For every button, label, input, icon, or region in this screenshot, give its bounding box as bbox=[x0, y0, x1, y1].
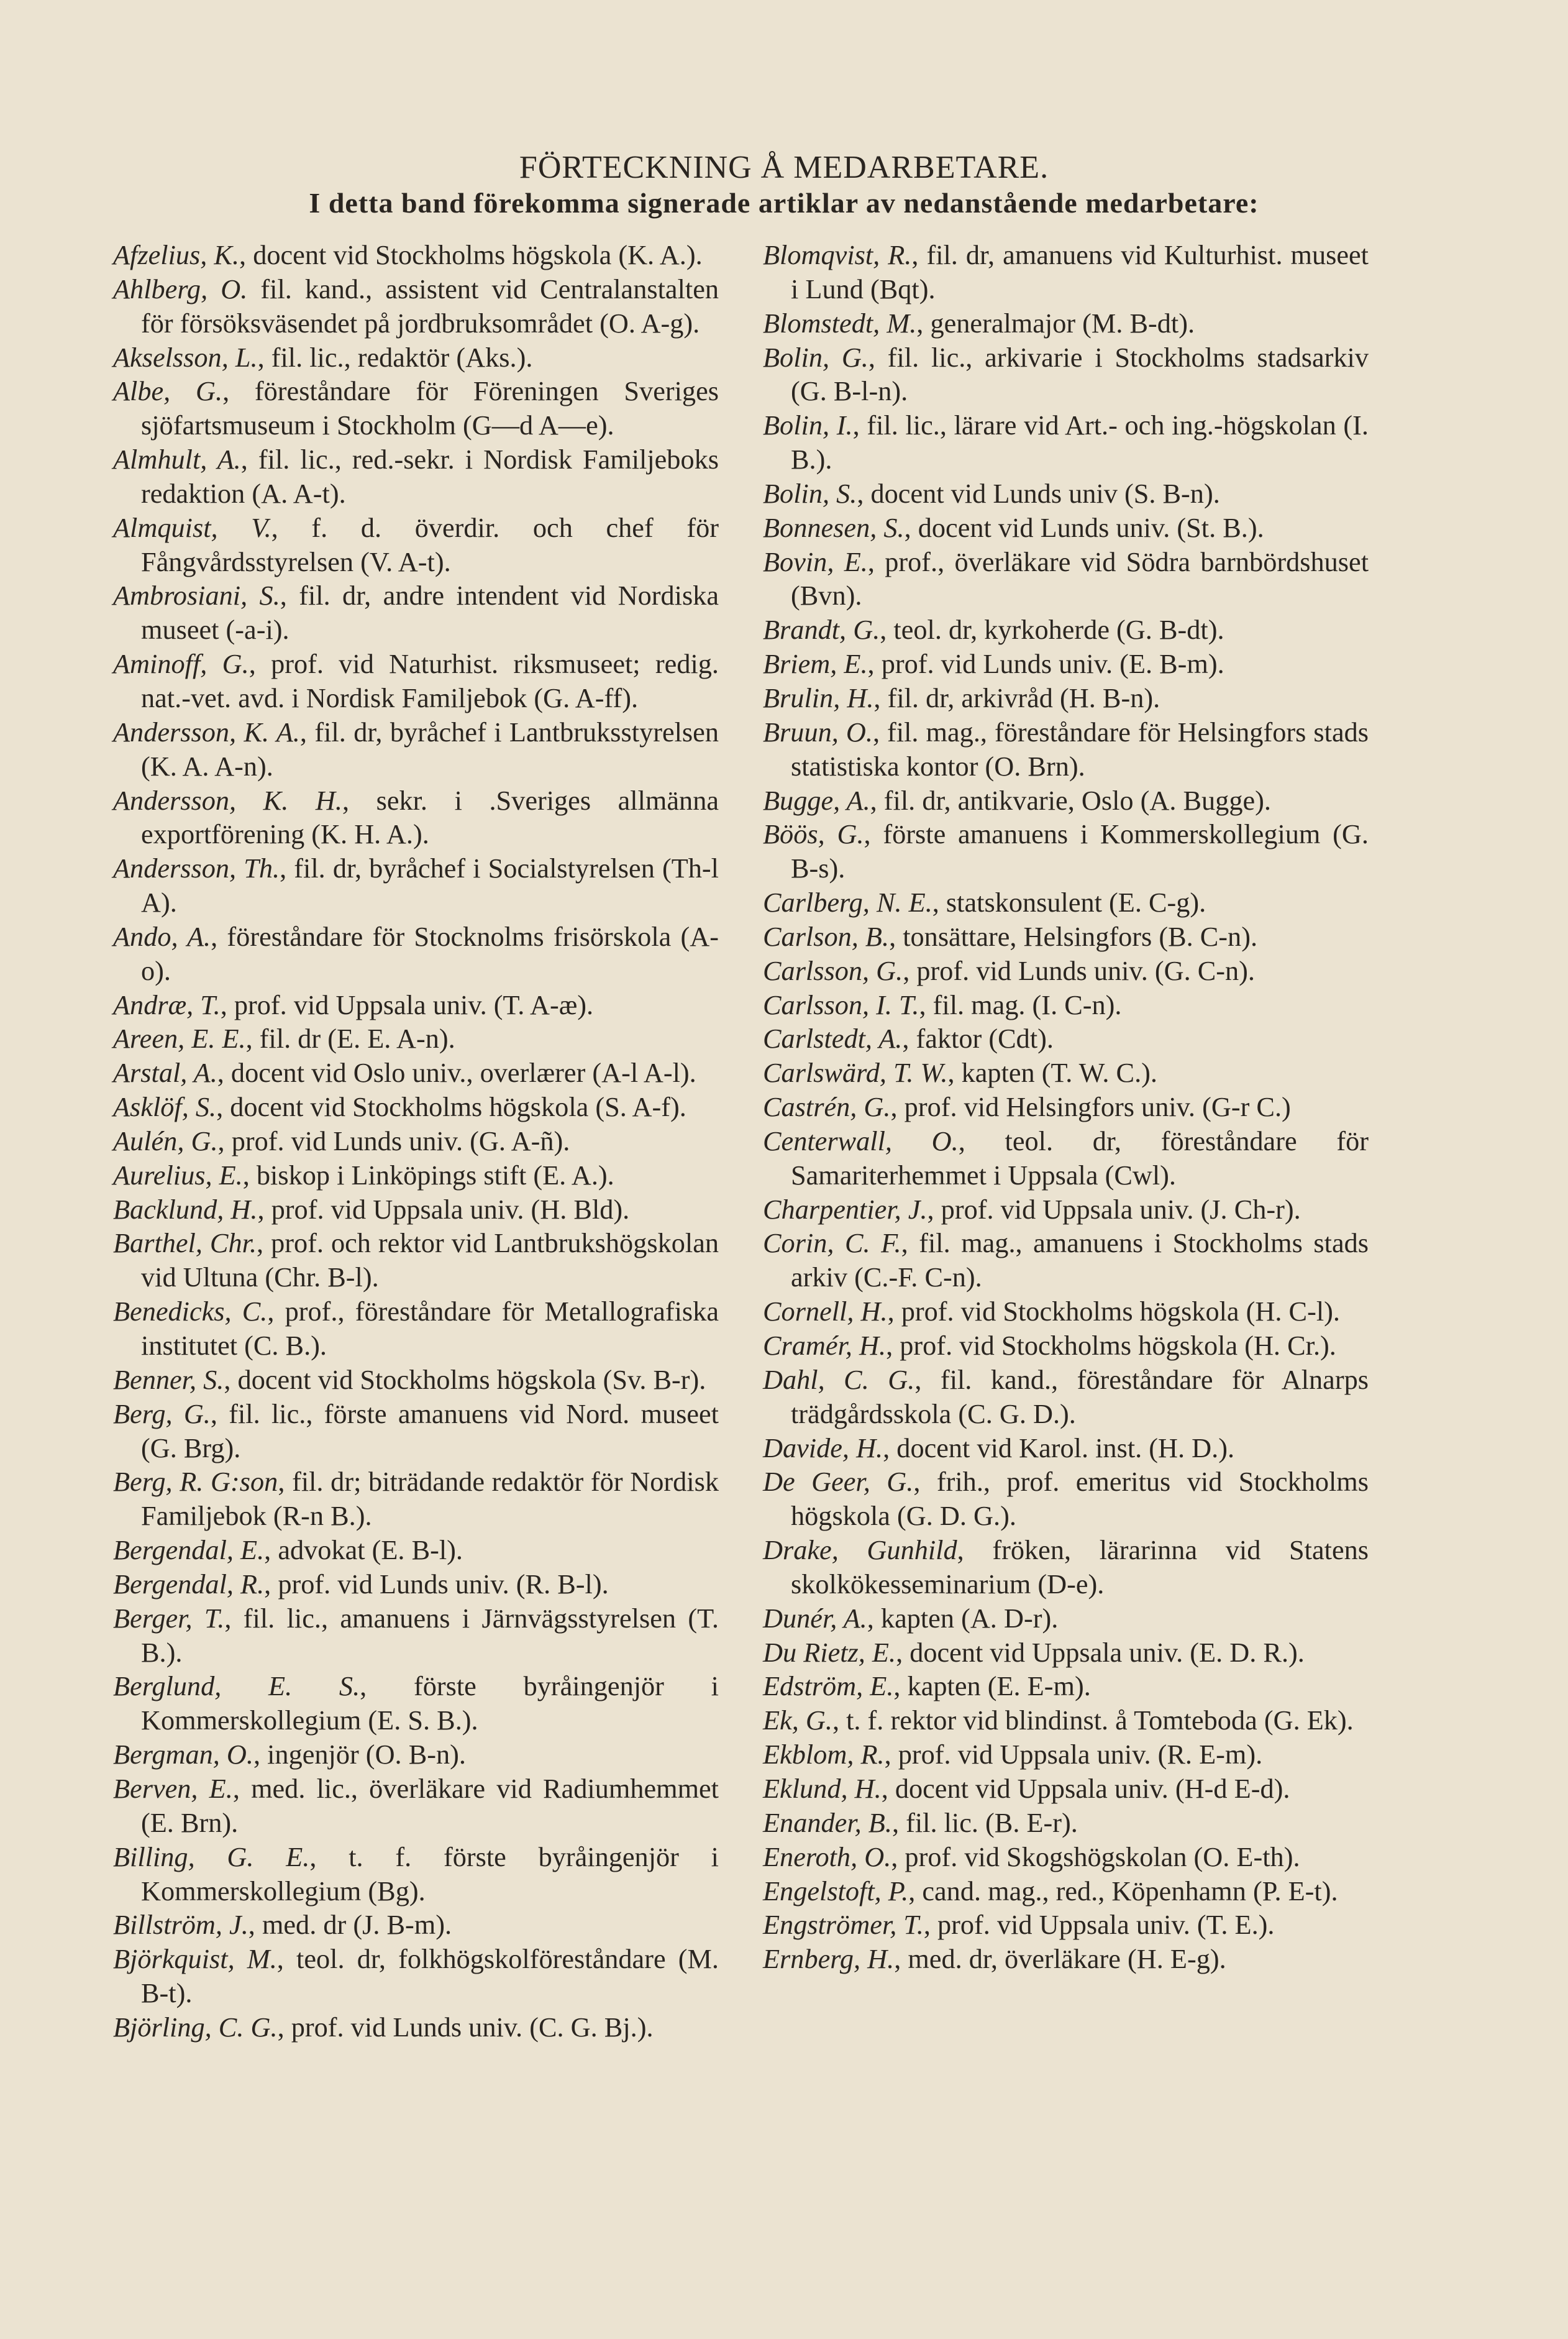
contributor-details: , docent vid Uppsala univ. (E. D. R.). bbox=[896, 1637, 1305, 1668]
contributor-entry bbox=[113, 716, 719, 784]
contributor-entry bbox=[763, 818, 1369, 886]
contributor-details: , prof. vid Stockholms högskola (H. C-l). bbox=[887, 1296, 1340, 1327]
contributor-name: Ek, G. bbox=[763, 1705, 832, 1736]
contributor-details: , fil. kand., föreståndare för Alnarps trädgårdsskola (C. G. D.). bbox=[791, 1364, 1369, 1429]
contributor-name: Bolin, I. bbox=[763, 410, 853, 441]
contributor-details: , docent vid Lunds univ (S. B-n). bbox=[857, 478, 1220, 509]
contributor-details: , prof. vid Lunds univ. (C. G. Bj.). bbox=[277, 2012, 654, 2043]
contributor-entry bbox=[763, 409, 1369, 477]
contributor-name: Ekblom, R. bbox=[763, 1739, 885, 1770]
contributor-entry bbox=[763, 1534, 1369, 1602]
contributor-entry bbox=[763, 239, 1369, 307]
contributor-entry bbox=[763, 1670, 1369, 1704]
contributor-details: , prof. vid Uppsala univ. (J. Ch-r). bbox=[927, 1194, 1301, 1225]
contributor-details: , fil. lic., redaktör (Aks.). bbox=[257, 342, 533, 373]
contributor-details: , sekr. i .Sveriges allmänna exportförening (K. H. A.). bbox=[141, 785, 719, 850]
contributor-details: , fröken, lärarinna vid Statens skolkökesseminarium (D-e). bbox=[791, 1535, 1369, 1600]
contributor-name: Brulin, H. bbox=[763, 682, 874, 713]
contributor-details: , advokat (E. B-l). bbox=[264, 1535, 463, 1566]
contributor-details: , fil. mag., föreståndare för Helsingfors stads statistiska kontor (O. Brn). bbox=[791, 716, 1369, 782]
contributor-entry bbox=[763, 1908, 1369, 1943]
contributor-name: Böös, G. bbox=[763, 819, 864, 850]
contributor-entry bbox=[763, 1295, 1369, 1329]
contributor-entry bbox=[763, 1329, 1369, 1363]
contributor-name: Carlson, B. bbox=[763, 921, 890, 952]
contributor-name: Bergman, O. bbox=[113, 1739, 253, 1770]
contributor-details: , fil. dr, arkivråd (H. B-n). bbox=[873, 682, 1160, 713]
contributor-entry bbox=[763, 1943, 1369, 1977]
contributor-name: Areen, E. E. bbox=[113, 1023, 246, 1055]
page-title: FÖRTECKNING Å MEDARBETARE. bbox=[519, 150, 1049, 185]
contributor-details: , förste amanuens i Kommerskollegium (G. B-s). bbox=[791, 819, 1369, 884]
contributor-details: , med. dr, överläkare (H. E-g). bbox=[894, 1944, 1226, 1975]
contributor-details: , prof. vid Lunds univ. (R. B-l). bbox=[264, 1568, 609, 1600]
contributor-entry bbox=[763, 1841, 1369, 1875]
contributor-name: Blomstedt, M. bbox=[763, 308, 917, 339]
contributor-details: , statskonsulent (E. C-g). bbox=[932, 887, 1206, 918]
contributor-name: Berven, E. bbox=[113, 1773, 233, 1804]
contributor-name: Brandt, G. bbox=[763, 615, 880, 646]
contributor-entry bbox=[113, 239, 719, 273]
contributor-name: Corin, C. F. bbox=[763, 1228, 901, 1259]
contributor-details: , prof. vid Uppsala univ. (H. Bld). bbox=[257, 1194, 630, 1225]
contributor-name: Asklöf, S. bbox=[113, 1092, 217, 1123]
contributor-name: Eklund, H. bbox=[763, 1773, 882, 1804]
contributor-details: , fil. lic., amanuens i Järnvägsstyrelsen (T. B.). bbox=[141, 1603, 719, 1668]
contributor-details: , kapten (T. W. C.). bbox=[947, 1058, 1157, 1089]
contributor-entry bbox=[763, 954, 1369, 989]
contributor-details: , prof. och rektor vid Lantbrukshögskolan vid Ultuna (Chr. B-l). bbox=[141, 1228, 719, 1293]
contributor-entry bbox=[763, 1125, 1369, 1193]
contributor-entry bbox=[763, 341, 1369, 410]
contributor-details: , fil. lic., lärare vid Art.- och ing.-högskolan (I. B.). bbox=[791, 410, 1369, 475]
right-column bbox=[763, 239, 1369, 1977]
contributor-entry bbox=[763, 1806, 1369, 1841]
contributor-entry bbox=[763, 648, 1369, 682]
contributor-details: , prof. vid Stockholms högskola (H. Cr.). bbox=[886, 1330, 1336, 1361]
contributor-entry bbox=[763, 1022, 1369, 1056]
contributor-details: , biskop i Linköpings stift (E. A.). bbox=[242, 1160, 614, 1191]
contributor-entry bbox=[763, 1193, 1369, 1227]
contributor-name: Bonnesen, S. bbox=[763, 512, 905, 543]
contributor-name: Berger, T. bbox=[113, 1603, 225, 1634]
contributor-name: Engströmer, T. bbox=[763, 1910, 924, 1941]
contributor-name: Berg, R. G:son bbox=[113, 1467, 278, 1498]
contributor-name: Benner, S. bbox=[113, 1364, 224, 1395]
contributor-entry bbox=[113, 1602, 719, 1670]
contributor-name: Billström, J. bbox=[113, 1910, 248, 1941]
contributor-entry bbox=[113, 1022, 719, 1056]
contributor-entry bbox=[763, 716, 1369, 784]
contributor-details: , teol. dr, föreståndare för Samariterhemmet i Uppsala (Cwl). bbox=[791, 1125, 1369, 1191]
contributor-details: , docent vid Stockholms högskola (Sv. B-r). bbox=[224, 1364, 706, 1395]
contributor-details: , frih., prof. emeritus vid Stockholms högskola (G. D. G.). bbox=[791, 1467, 1369, 1532]
contributor-entry bbox=[113, 443, 719, 511]
contributor-name: Barthel, Chr. bbox=[113, 1228, 257, 1259]
contributor-details: , föreståndare för Föreningen Sveriges sjöfartsmuseum i Stockholm (G—d A—e). bbox=[141, 376, 719, 441]
contributor-details: , fil. dr, byråchef i Lantbruksstyrelsen (K. A. A-n). bbox=[141, 716, 719, 782]
contributor-name: Du Rietz, E. bbox=[763, 1637, 896, 1668]
contributor-entry bbox=[113, 273, 719, 341]
contributor-name: Davide, H. bbox=[763, 1432, 883, 1463]
contributor-entry bbox=[113, 1738, 719, 1772]
contributor-name: Arstal, A. bbox=[113, 1058, 217, 1089]
contributor-details: , docent vid Uppsala univ. (H-d E-d). bbox=[881, 1773, 1290, 1804]
contributor-name: Bruun, O. bbox=[763, 716, 873, 748]
contributor-entry bbox=[763, 1432, 1369, 1466]
contributor-name: Ambrosiani, S. bbox=[113, 580, 280, 611]
contributor-details: , fil. mag. (I. C-n). bbox=[919, 989, 1122, 1020]
left-column bbox=[113, 239, 719, 2045]
contributor-name: Backlund, H. bbox=[113, 1194, 258, 1225]
contributor-name: Carlstedt, A. bbox=[763, 1023, 903, 1055]
contributor-entry bbox=[113, 1091, 719, 1125]
contributor-details: , docent vid Lunds univ. (St. B.). bbox=[904, 512, 1264, 543]
contributor-entry bbox=[763, 1465, 1369, 1534]
contributor-entry bbox=[763, 613, 1369, 648]
contributor-name: Cramér, H. bbox=[763, 1330, 887, 1361]
contributor-details: , prof. vid Naturhist. riksmuseet; redig. nat.-vet. avd. i Nordisk Familjebok (G. A-ff). bbox=[141, 649, 719, 713]
contributor-name: Afzelius, K. bbox=[113, 240, 240, 270]
contributor-details: , prof. vid Lunds univ. (G. C-n). bbox=[903, 955, 1256, 986]
contributor-entry bbox=[113, 1363, 719, 1398]
contributor-name: Carlswärd, T. W. bbox=[763, 1058, 948, 1089]
contributor-name: Carlsson, I. T. bbox=[763, 989, 919, 1020]
contributor-entry bbox=[113, 1908, 719, 1943]
contributor-details: , t. f. rektor vid blindinst. å Tomteboda (G. Ek). bbox=[832, 1705, 1354, 1736]
contributor-entry bbox=[763, 307, 1369, 341]
contributor-name: Aurelius, E. bbox=[113, 1160, 243, 1191]
contributor-entry bbox=[113, 1227, 719, 1295]
contributor-entry bbox=[763, 682, 1369, 716]
contributor-details: , fil. dr, antikvarie, Oslo (A. Bugge). bbox=[870, 785, 1271, 816]
contributor-name: Andræ, T. bbox=[113, 989, 221, 1020]
contributor-details: , teol. dr, kyrkoherde (G. B-dt). bbox=[880, 615, 1224, 646]
contributor-entry bbox=[113, 511, 719, 580]
page-subtitle: I detta band förekomma signerade artiklar av nedanstående medarbetare: bbox=[309, 187, 1259, 219]
contributor-entry bbox=[113, 648, 719, 716]
contributor-entry bbox=[763, 1875, 1369, 1909]
contributor-name: Bergendal, R. bbox=[113, 1568, 265, 1600]
contributor-name: Almhult, A. bbox=[113, 444, 241, 475]
contributor-name: Andersson, Th. bbox=[113, 853, 280, 884]
contributor-entry bbox=[113, 1056, 719, 1091]
contributor-details: , prof., föreståndare för Metallografiska institutet (C. B.). bbox=[141, 1296, 719, 1361]
contributor-entry bbox=[763, 511, 1369, 546]
contributor-details: , prof., överläkare vid Södra barnbördshuset (Bvn). bbox=[791, 546, 1369, 611]
contributor-name: Ernberg, H. bbox=[763, 1944, 895, 1975]
contributor-details: , förste byråingenjör i Kommerskollegium (E. S. B.). bbox=[141, 1671, 719, 1736]
contributor-name: Dunér, A. bbox=[763, 1603, 867, 1634]
contributor-entry bbox=[113, 1159, 719, 1193]
contributor-entry bbox=[113, 852, 719, 920]
contributor-name: Bugge, A. bbox=[763, 785, 870, 816]
contributor-entry bbox=[113, 375, 719, 443]
contributor-name: Castrén, G. bbox=[763, 1092, 891, 1123]
contributor-details: , prof. vid Uppsala univ. (T. E.). bbox=[923, 1910, 1275, 1941]
contributor-entry bbox=[113, 1193, 719, 1227]
contributor-name: Aulén, G. bbox=[113, 1125, 218, 1156]
contributor-entry bbox=[113, 1398, 719, 1466]
contributor-details: , fil. dr, byråchef i Socialstyrelsen (Th-l A). bbox=[141, 853, 719, 918]
contributor-details: , docent vid Stockholms högskola (S. A-f). bbox=[216, 1092, 686, 1123]
contributor-name: Almquist, V. bbox=[113, 512, 271, 543]
contributor-name: Ando, A. bbox=[113, 921, 211, 952]
contributor-name: Aminoff, G. bbox=[113, 649, 249, 680]
contributor-entry bbox=[763, 546, 1369, 614]
contributor-details: , fil. mag., amanuens i Stockholms stads arkiv (C.-F. C-n). bbox=[791, 1228, 1369, 1293]
contributor-name: Billing, G. E. bbox=[113, 1841, 310, 1872]
contributor-details: , cand. mag., red., Köpenhamn (P. E-t). bbox=[908, 1875, 1338, 1906]
contributor-name: Andersson, K. A. bbox=[113, 716, 300, 748]
contributor-details: , generalmajor (M. B-dt). bbox=[916, 308, 1195, 339]
contributor-name: Bovin, E. bbox=[763, 546, 868, 577]
contributor-name: Dahl, C. G. bbox=[763, 1364, 915, 1395]
contributor-name: Cornell, H. bbox=[763, 1296, 888, 1327]
contributor-entry bbox=[113, 1125, 719, 1159]
contributor-details: , med. dr (J. B-m). bbox=[248, 1910, 452, 1941]
contributor-entry bbox=[113, 341, 719, 375]
contributor-name: Björkquist, M. bbox=[113, 1944, 277, 1975]
contributor-name: Carlsson, G. bbox=[763, 955, 903, 986]
contributor-name: Charpentier, J. bbox=[763, 1194, 928, 1225]
contributor-entry bbox=[113, 1295, 719, 1363]
contributor-name: Centerwall, O. bbox=[763, 1125, 959, 1156]
contributor-entry bbox=[113, 784, 719, 853]
contributor-details: , prof. vid Lunds univ. (G. A-ñ). bbox=[217, 1125, 570, 1156]
contributor-name: Blomqvist, R. bbox=[763, 240, 912, 270]
contributor-details: , fil. lic., förste amanuens vid Nord. museet (G. Brg). bbox=[141, 1398, 719, 1463]
contributor-entry bbox=[763, 1772, 1369, 1806]
contributor-entry bbox=[113, 1841, 719, 1909]
contributor-entry bbox=[763, 886, 1369, 920]
contributor-name: Albe, G. bbox=[113, 376, 223, 407]
contributor-details: , ingenjör (O. B-n). bbox=[253, 1739, 466, 1770]
contributor-details: , föreståndare för Stocknolms frisörskola (A-o). bbox=[141, 921, 719, 986]
contributor-details: , docent vid Stockholms högskola (K. A.). bbox=[239, 240, 703, 270]
contributor-entry bbox=[763, 1602, 1369, 1636]
contributor-entry bbox=[113, 579, 719, 648]
contributor-entry bbox=[113, 1465, 719, 1534]
contributor-name: Enander, B. bbox=[763, 1807, 892, 1838]
contributor-entry bbox=[763, 989, 1369, 1023]
contributor-details: , fil. lic., red.-sekr. i Nordisk Familjeboks redaktion (A. A-t). bbox=[141, 444, 719, 509]
contributor-entry bbox=[763, 477, 1369, 511]
contributor-details: , fil. lic., arkivarie i Stockholms stadsarkiv (G. B-l-n). bbox=[791, 342, 1369, 407]
contributor-entry bbox=[763, 1738, 1369, 1772]
contributor-details: , tonsättare, Helsingfors (B. C-n). bbox=[889, 921, 1258, 952]
contributor-entry bbox=[113, 2011, 719, 2045]
contributor-details: , prof. vid Uppsala univ. (R. E-m). bbox=[884, 1739, 1263, 1770]
contributor-entry bbox=[763, 1363, 1369, 1432]
contributor-name: Berglund, E. S. bbox=[113, 1671, 360, 1702]
contributor-entry bbox=[113, 1772, 719, 1841]
contributor-name: Briem, E. bbox=[763, 649, 868, 680]
contributor-details: , fil. dr; biträdande redaktör för Nordisk Familjebok (R-n B.). bbox=[141, 1467, 719, 1532]
contributor-details: , fil. lic. (B. E-r). bbox=[891, 1807, 1078, 1838]
contributor-name: Drake, Gunhild bbox=[763, 1535, 957, 1566]
contributor-details: , fil. dr, andre intendent vid Nordiska museet (-a-i). bbox=[141, 580, 719, 646]
contributor-name: Bergendal, E. bbox=[113, 1535, 265, 1566]
contributor-details: , f. d. överdir. och chef för Fångvårdsstyrelsen (V. A-t). bbox=[141, 512, 719, 577]
contributor-details: , docent vid Karol. inst. (H. D.). bbox=[883, 1432, 1235, 1463]
contributor-details: , kapten (E. E-m). bbox=[893, 1671, 1091, 1702]
contributor-name: Andersson, K. H. bbox=[113, 785, 342, 816]
contributor-name: Bolin, G. bbox=[763, 342, 868, 373]
contributor-details: , prof. vid Uppsala univ. (T. A-æ). bbox=[220, 989, 594, 1020]
contributor-details: , prof. vid Lunds univ. (E. B-m). bbox=[867, 649, 1224, 680]
contributor-name: Eneroth, O. bbox=[763, 1841, 891, 1872]
contributor-name: Edström, E. bbox=[763, 1671, 894, 1702]
contributor-entry bbox=[113, 1670, 719, 1738]
contributor-details: , med. lic., överläkare vid Radiumhemmet (E. Brn). bbox=[141, 1773, 719, 1838]
contributor-details: , fil. dr (E. E. A-n). bbox=[245, 1023, 455, 1055]
contributor-details: fil. kand., assistent vid Centralanstalten för försöksväsendet på jordbruksområdet (O. A-g). bbox=[141, 273, 719, 339]
contributor-entry bbox=[763, 1636, 1369, 1670]
contributor-entry bbox=[113, 1943, 719, 2011]
contributor-entry bbox=[763, 1227, 1369, 1295]
contributor-entry bbox=[763, 1091, 1369, 1125]
contributor-entry bbox=[763, 1704, 1369, 1738]
contributor-name: Akselsson, L. bbox=[113, 342, 258, 373]
contributor-name: Ahlberg, O. bbox=[113, 273, 248, 304]
contributor-entry bbox=[113, 920, 719, 989]
contributor-name: Bolin, S. bbox=[763, 478, 857, 509]
contributor-details: , kapten (A. D-r). bbox=[867, 1603, 1059, 1634]
contributor-name: Berg, G. bbox=[113, 1398, 211, 1429]
contributor-entry bbox=[763, 920, 1369, 954]
contributor-name: Björling, C. G. bbox=[113, 2012, 278, 2043]
contributor-entry bbox=[763, 1056, 1369, 1091]
contributor-details: , prof. vid Skogshögskolan (O. E-th). bbox=[891, 1841, 1300, 1872]
contributor-details: , fil. dr, amanuens vid Kulturhist. museet i Lund (Bqt). bbox=[791, 240, 1369, 304]
contributor-details: , teol. dr, folkhögskolföreståndare (M. B-t). bbox=[141, 1944, 719, 2009]
contributor-details: , docent vid Oslo univ., overlærer (A-l A-l). bbox=[217, 1058, 696, 1089]
contributor-details: , faktor (Cdt). bbox=[902, 1023, 1054, 1055]
contributor-details: , t. f. förste byråingenjör i Kommerskollegium (Bg). bbox=[141, 1841, 719, 1906]
contributor-entry bbox=[113, 1568, 719, 1602]
contributor-entry bbox=[113, 989, 719, 1023]
contributor-entry bbox=[113, 1534, 719, 1568]
contributor-name: De Geer, G. bbox=[763, 1467, 914, 1498]
contributor-details: , prof. vid Helsingfors univ. (G-r C.) bbox=[890, 1092, 1291, 1123]
contributor-name: Benedicks, C. bbox=[113, 1296, 268, 1327]
contributor-name: Engelstoft, P. bbox=[763, 1875, 909, 1906]
contributor-entry bbox=[763, 784, 1369, 818]
contributor-name: Carlberg, N. E. bbox=[763, 887, 932, 918]
